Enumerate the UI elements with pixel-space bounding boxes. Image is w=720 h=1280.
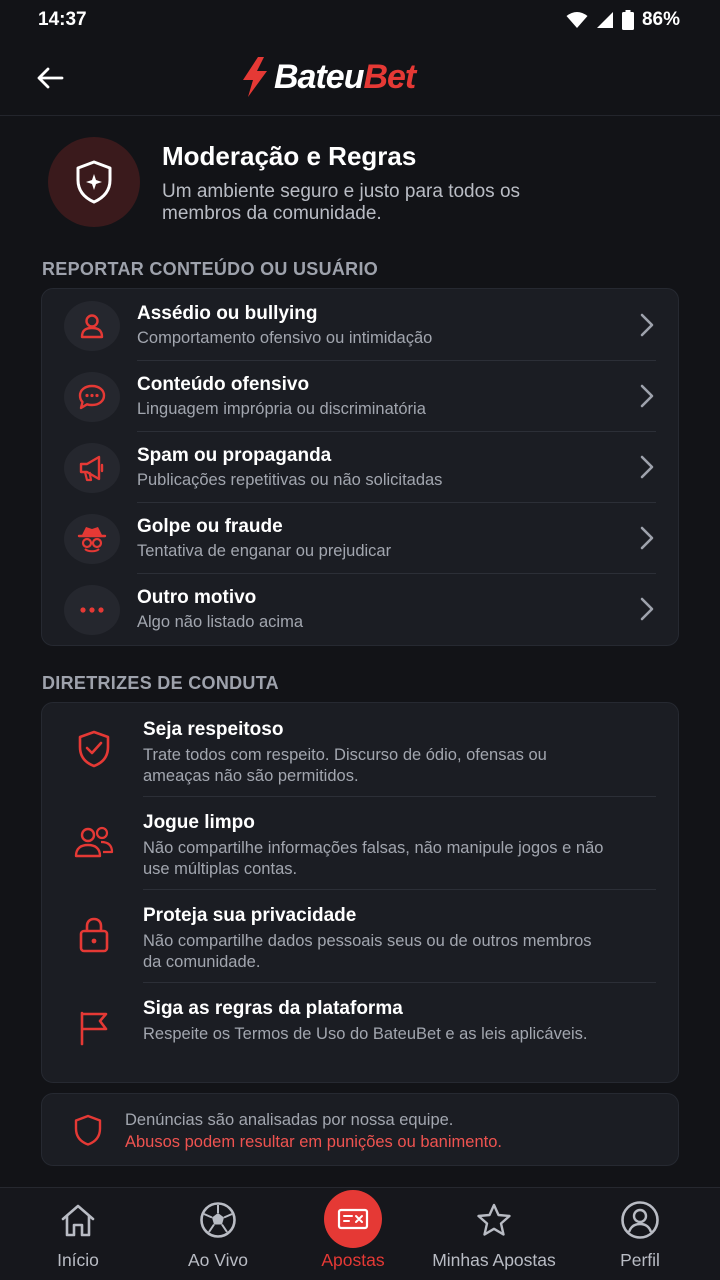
guideline-item (42, 889, 678, 982)
lightning-icon (240, 56, 270, 98)
report-item-spam[interactable] (42, 431, 678, 502)
profile-icon (620, 1192, 660, 1248)
soccer-ball-icon (199, 1192, 237, 1248)
nav-item-ao-vivo[interactable] (168, 1188, 268, 1280)
nav-apostas-icon-wrap (324, 1192, 382, 1248)
person-icon (64, 301, 120, 351)
report-item-subtitle: Publicações repetitivas ou não solicitadas (137, 471, 443, 489)
chevron-right-icon (640, 597, 654, 621)
nav-label: Ao Vivo (188, 1250, 248, 1270)
hero-section (48, 137, 688, 229)
page-title: Moderação e Regras (162, 141, 417, 171)
nav-item-minhas-apostas[interactable] (424, 1188, 564, 1280)
bottom-nav (0, 1187, 720, 1280)
notice-text: Denúncias são analisadas por nossa equipe. (125, 1111, 454, 1129)
battery-level: 86% (641, 9, 680, 30)
guideline-title: Seja respeitoso (143, 719, 284, 740)
battery-icon (622, 10, 634, 30)
arrow-left-icon (36, 66, 64, 90)
chat-bubble-icon (64, 372, 120, 422)
notice-warning: Abusos podem resultar em punições ou banimento. (125, 1133, 502, 1151)
status-time: 14:37 (38, 9, 87, 30)
report-item-title: Golpe ou fraude (137, 516, 283, 537)
flag-icon (72, 1006, 116, 1050)
guideline-title: Jogue limpo (143, 812, 255, 833)
report-item-offensive[interactable] (42, 360, 678, 431)
home-icon (59, 1192, 97, 1248)
report-item-title: Assédio ou bullying (137, 303, 318, 324)
logo (240, 54, 415, 100)
guideline-item (42, 982, 678, 1075)
page-subtitle: Um ambiente seguro e justo para todos os membros da comunidade. (162, 181, 521, 224)
guideline-item (42, 703, 678, 796)
back-button[interactable] (30, 60, 70, 96)
guideline-title: Proteja sua privacidade (143, 905, 357, 926)
shield-icon (74, 1114, 102, 1146)
nav-label: Apostas (321, 1250, 385, 1270)
report-item-scam[interactable] (42, 502, 678, 573)
report-item-title: Spam ou propaganda (137, 445, 332, 466)
report-card (41, 288, 679, 646)
chevron-right-icon (640, 384, 654, 408)
hero-shield-icon (48, 137, 140, 227)
report-item-subtitle: Linguagem imprópria ou discriminatória (137, 400, 426, 418)
moderation-notice (41, 1093, 679, 1166)
app-header (0, 40, 720, 116)
dots-icon (64, 585, 120, 635)
report-item-title: Outro motivo (137, 587, 257, 608)
wifi-icon (566, 11, 588, 29)
status-icons (566, 9, 680, 31)
guidelines-card (41, 702, 679, 1083)
nav-label: Início (57, 1250, 99, 1270)
users-icon (72, 820, 116, 864)
ticket-icon (324, 1190, 382, 1248)
chevron-right-icon (640, 313, 654, 337)
signal-icon (596, 11, 614, 29)
spy-icon (64, 514, 120, 564)
guideline-text: Não compartilhe informações falsas, não manipule jogos e não use múltiplas contas. (143, 839, 604, 878)
shield-star-icon (73, 159, 115, 205)
megaphone-icon (64, 443, 120, 493)
shield-check-icon (72, 727, 116, 771)
report-item-title: Conteúdo ofensivo (137, 374, 310, 395)
chevron-right-icon (640, 526, 654, 550)
lock-icon (72, 913, 116, 957)
guideline-text: Respeite os Termos de Uso do BateuBet e as leis aplicáveis. (143, 1025, 588, 1043)
report-item-subtitle: Tentativa de enganar ou prejudicar (137, 542, 392, 560)
report-item-other[interactable] (42, 573, 678, 644)
report-item-harassment[interactable] (42, 289, 678, 360)
guideline-title: Siga as regras da plataforma (143, 998, 403, 1019)
nav-label: Minhas Apostas (432, 1250, 556, 1270)
nav-item-perfil[interactable] (590, 1188, 690, 1280)
guidelines-section-title: DIRETRIZES DE CONDUTA (42, 673, 279, 693)
star-icon (475, 1192, 513, 1248)
status-bar (0, 0, 720, 40)
nav-item-apostas[interactable] (303, 1188, 403, 1280)
report-item-subtitle: Comportamento ofensivo ou intimidação (137, 329, 433, 347)
guideline-item (42, 796, 678, 889)
chevron-right-icon (640, 455, 654, 479)
logo-text: BateuBet (274, 57, 416, 96)
nav-item-inicio[interactable] (28, 1188, 128, 1280)
guideline-text: Não compartilhe dados pessoais seus ou de outros membros da comunidade. (143, 932, 592, 971)
nav-label: Perfil (620, 1250, 660, 1270)
guideline-text: Trate todos com respeito. Discurso de ódio, ofensas ou ameaças não são permitidos. (143, 746, 547, 785)
report-section-title: REPORTAR CONTEÚDO OU USUÁRIO (42, 259, 379, 279)
report-item-subtitle: Algo não listado acima (137, 613, 304, 631)
